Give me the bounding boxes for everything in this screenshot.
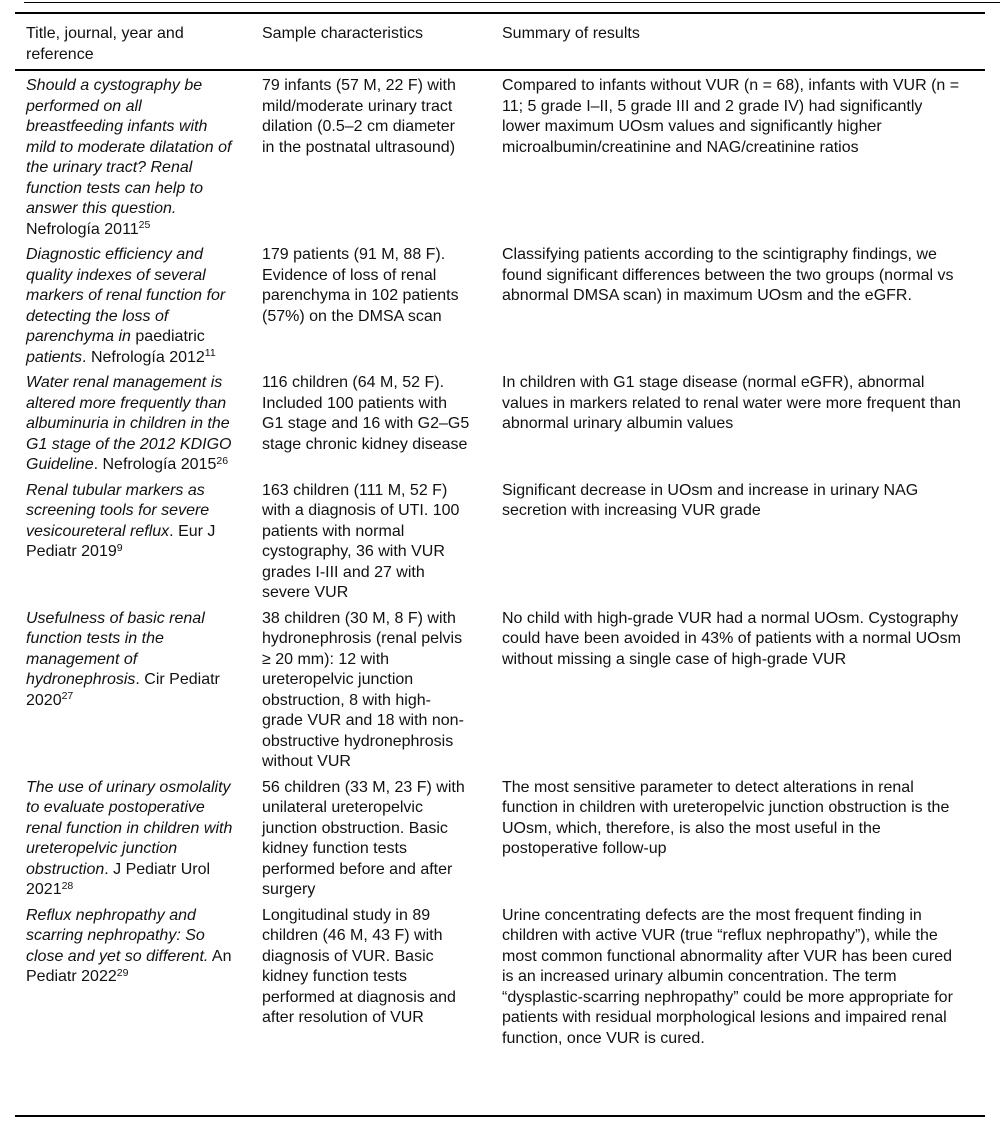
study-title-text: Should a cystography be performed on all breastfeeding infants with mild to moderate dilatation of the urinary tract? Renal function tests can help to answer this question. (26, 77, 232, 217)
header-title-journal-reference: Title, journal, year and reference (15, 14, 262, 70)
study-row (15, 901, 985, 1050)
reference-number: 11 (204, 347, 216, 359)
journal-year-text: . Nefrología 2012 (82, 348, 205, 366)
studies-table (15, 14, 985, 1049)
title-journal-reference-cell (15, 604, 262, 773)
study-title-text: Diagnostic efficiency and quality indexes of several markers of renal function for detecting the loss of parenchyma in (26, 246, 226, 345)
reference-number: 9 (116, 541, 123, 554)
journal-year-text: . J Pediatr Urol 2021 (26, 860, 211, 898)
reference-number: 28 (61, 879, 74, 892)
journal-year-text: Nefrología 2011 (26, 220, 139, 238)
summary-of-results-cell: In children with G1 stage disease (normal eGFR), abnormal values in markers related to renal water were more frequent than abnormal urinary albumin values (502, 374, 961, 432)
table-bottom-rule (15, 1115, 985, 1117)
title-journal-reference-cell (15, 773, 262, 901)
sample-characteristics-cell: 163 children (111 M, 52 F) with a diagnosis of UTI. 100 patients with normal cystography, 36 with VUR grades I-III and 27 with severe VUR (262, 481, 460, 601)
reference-number: 27 (61, 690, 74, 702)
study-title-text: Renal tubular markers as screening tools for severe vesicoureteral reflux (26, 481, 210, 540)
study-title-text: patients (26, 348, 83, 366)
study-title-text: The use of urinary osmolality to evaluate postoperative renal function in children with ureteropelvic junction obstruction (26, 778, 233, 878)
reference-number: 29 (116, 966, 129, 979)
sample-characteristics-cell: 179 patients (91 M, 88 F). Evidence of loss of renal parenchyma in 102 patients (57%) on the DMSA scan (262, 246, 459, 325)
study-title-text: Usefulness of basic renal function tests in the management of hydronephrosis (26, 609, 205, 688)
reference-number: 25 (138, 219, 151, 231)
header-sample-characteristics: Sample characteristics (262, 14, 502, 70)
journal-year-text: . Eur J Pediatr 2019 (26, 522, 216, 560)
reference-number: 26 (216, 454, 229, 467)
summary-of-results-cell: Significant decrease in UOsm and increase in urinary NAG secretion with increasing VUR grade (502, 481, 919, 519)
summary-of-results-cell: Classifying patients according to the scintigraphy findings, we found significant differences between the two groups (normal vs abnormal DMSA scan) in maximum UOsm and the eGFR. (502, 246, 954, 304)
sample-characteristics-cell: Longitudinal study in 89 children (46 M, 43 F) with diagnosis of VUR. Basic kidney function tests performed at diagnosis and after resolution of VUR (262, 906, 456, 1026)
study-row (15, 70, 985, 240)
study-row (15, 604, 985, 773)
title-journal-reference-cell (15, 70, 262, 240)
sample-characteristics-cell: 56 children (33 M, 23 F) with unilateral ureteropelvic junction obstruction. Basic kidney function tests performed before and after surgery (262, 778, 465, 898)
study-row (15, 773, 985, 901)
study-title-text: Water renal management is altered more frequently than albuminuria in children in the G1 stage of the 2012 KDIGO Guideline (26, 374, 232, 473)
sample-characteristics-cell: 79 infants (57 M, 22 F) with mild/moderate urinary tract dilation (0.5–2 cm diameter in the postnatal ultrasound) (262, 77, 456, 156)
table-header-row (15, 14, 985, 70)
summary-of-results-cell: Compared to infants without VUR (n = 68), infants with VUR (n = 11; 5 grade I–II, 5 grade III and 2 grade IV) had significantly lower maximum UOsm values and significantly higher microalbumin/creatinine and NAG/creatinine ratios (502, 77, 960, 156)
journal-year-text: . Nefrología 2015 (93, 456, 217, 473)
summary-of-results-cell: No child with high-grade VUR had a normal UOsm. Cystography could have been avoided in 43% of patients with a normal UOsm without missing a single case of high-grade VUR (502, 609, 961, 668)
sample-characteristics-cell: 116 children (64 M, 52 F). Included 100 patients with G1 stage and 16 with G2–G5 stage chronic kidney disease (262, 374, 470, 453)
study-row (15, 368, 985, 476)
header-summary-of-results: Summary of results (502, 14, 985, 70)
summary-of-results-cell: The most sensitive parameter to detect alterations in renal function in children with ureteropelvic junction obstruction is the UOsm, which, therefore, is also the most useful in the postoperative follow-up (502, 778, 950, 857)
study-row (15, 476, 985, 604)
title-journal-reference-cell (15, 368, 262, 476)
top-outer-rule (24, 2, 1000, 3)
journal-year-text: paediatric (130, 328, 205, 345)
journal-year-text: . Cir Pediatr 2020 (26, 671, 220, 709)
title-journal-reference-cell (15, 240, 262, 368)
title-journal-reference-cell (15, 901, 262, 1050)
title-journal-reference-cell (15, 476, 262, 604)
study-row (15, 240, 985, 368)
journal-year-text: An Pediatr 2022 (26, 947, 232, 985)
sample-characteristics-cell: 38 children (30 M, 8 F) with hydronephrosis (renal pelvis ≥ 20 mm): 12 with ureteropelvic junction obstruction, 8 with high-grade VUR and 18 with non-obstructive hydronephrosis without VUR (262, 609, 464, 770)
summary-of-results-cell: Urine concentrating defects are the most frequent finding in children with active VUR (true “reflux nephropathy”), while the most common functional abnormality after VUR has been cured is an increased urinary albumin concentration. The term “dysplastic-scarring nephropathy” could be more appropriate for patients with residual morphological lesions and impaired renal function, once VUR is cured. (502, 906, 953, 1047)
study-title-text: Reflux nephropathy and scarring nephropathy: So close and yet so different. (26, 906, 209, 965)
table-body (15, 70, 985, 1049)
